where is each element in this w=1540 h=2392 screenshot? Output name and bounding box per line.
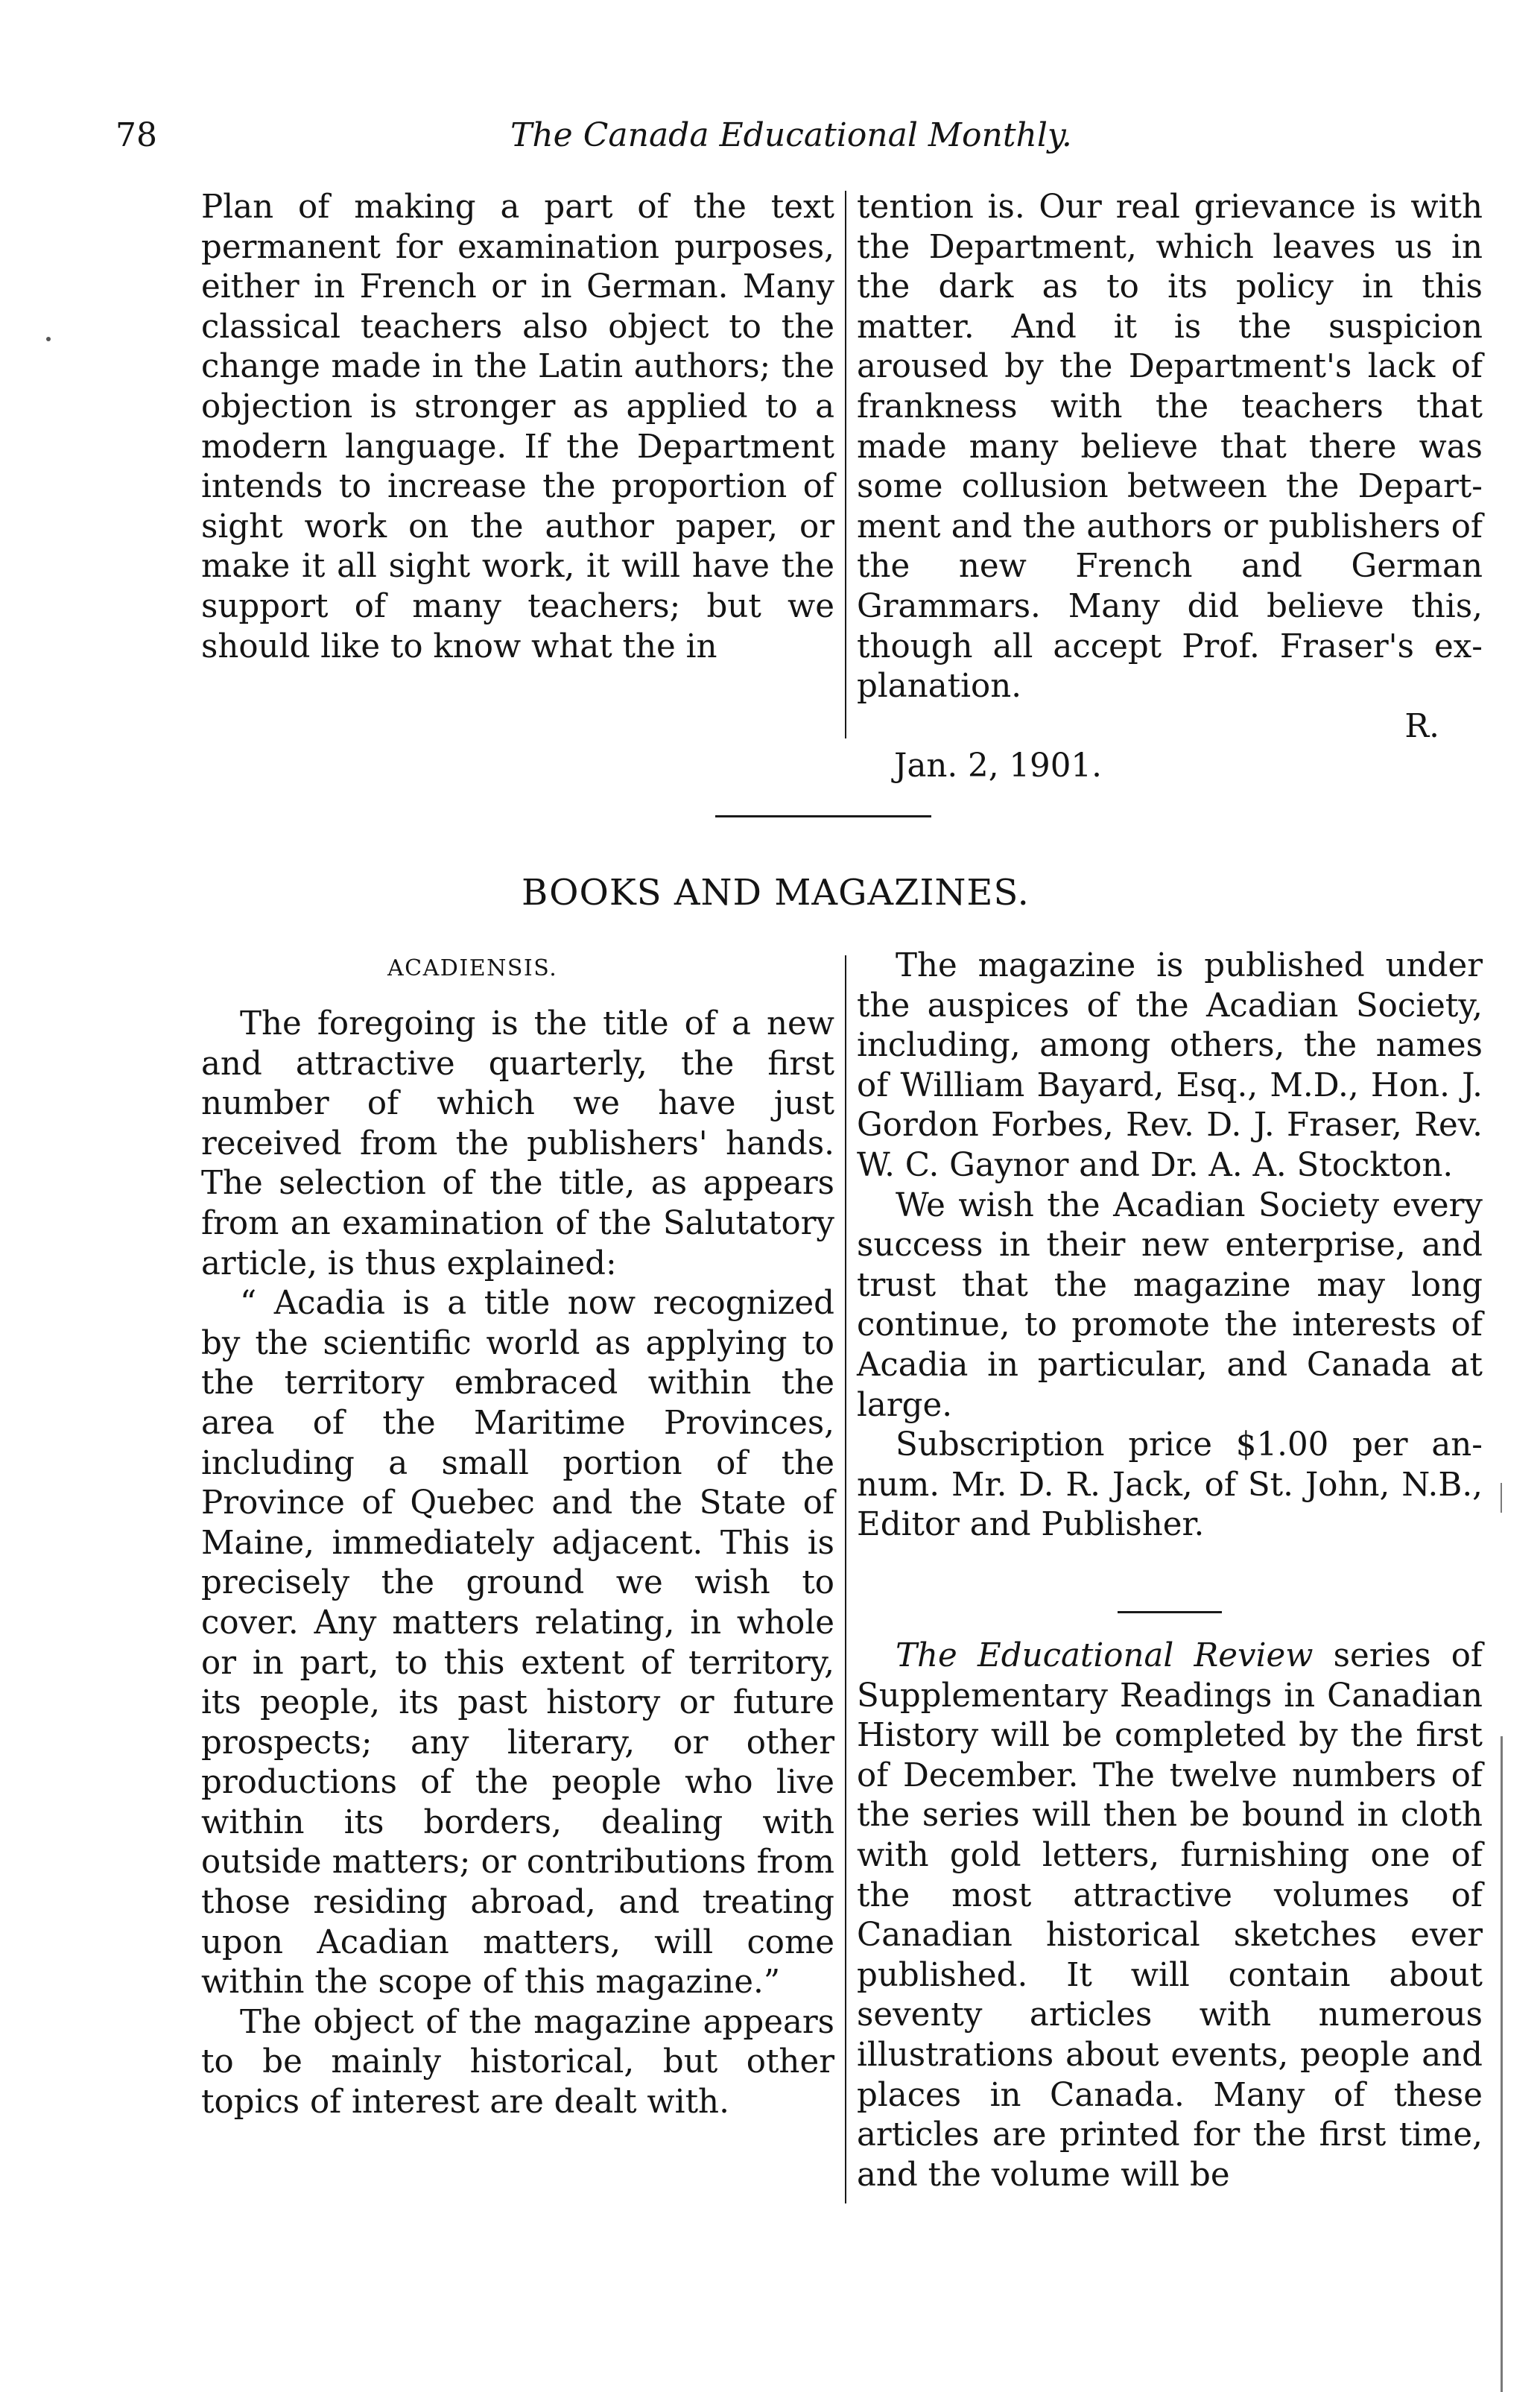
margin-scan-edge-upper [1501, 1483, 1502, 1513]
acadiensis-right-column [857, 946, 1483, 1545]
acadiensis-quote: “ Acadia is a title now recognized by the scientific world as applying to the territory embraced within the area of the Maritime Provinces, including a small portion of the Province of Quebec and the State of Maine, immediately adjacent. This is precisely the ground we wish to cover. Any matters relating, in whole or in part, to this extent of territory, its people, its past history or future prospects; any literary, or other productions of the people who live within its borders, dealing with outside matters; or contributions from those residing abroad, and treating upon Acadian matters, will come within the scope of this magazine.” [201, 1285, 834, 2002]
page-header [115, 112, 1140, 159]
letter-right-text: tention is. Our real grievance is with the Department, which leaves us in the dark as to its policy in this matter. And it is the suspicion aroused by the Department's lack of frankness with the teachers that made many believe that there was some collusion between the Department and the authors or publishers of the new French and German Grammars. Many did believe this, though all accept Prof. Fraser's explanation. [857, 189, 1483, 706]
column-divider-top [845, 191, 846, 738]
letter-date: Jan. 2, 1901. [894, 747, 1102, 785]
letter-signoff [857, 707, 1483, 747]
letter-right-column [857, 188, 1483, 787]
acadiensis-paragraph-2: The object of the magazine appears to be mainly historical, but other topics of interest are dealt with. [201, 2003, 834, 2122]
review-title: The Educational Review [896, 1637, 1314, 1674]
acadiensis-left-column [201, 1004, 834, 2123]
acadiensis-paragraph-5: Subscription price $1.00 per annum. Mr. D. R. Jack, of St. John, N.B., Editor and Publisher. [857, 1426, 1483, 1544]
page-number: 78 [115, 116, 157, 154]
acadiensis-paragraph-1: The foregoing is the title of a new and attractive quarterly, the first number of which we have just received from the publishers' hands. The selection of the title, as appears from an examination of the Salutatory article, is thus explained: [201, 1005, 834, 1282]
review-column [857, 1636, 1483, 2195]
section-separator-rule [715, 815, 931, 817]
review-text: series of Supplementary Readings in Canadian History will be completed by the first of December. The twelve numbers of the series will then be bound in cloth with gold letters, furnishing one of the most attractive volumes of Canadian historical sketches ever published. It will contain about seventy articles with numerous illustrations about events, people and places in Canada. Many of these articles are printed for the first time, and the volume will be [857, 1637, 1483, 2194]
review-paragraph [857, 1636, 1483, 2195]
running-head: The Canada Educational Monthly. [510, 116, 1072, 154]
letter-signature: R. [1404, 707, 1439, 745]
section-title: BOOKS AND MAGAZINES. [522, 872, 1030, 914]
margin-scan-edge [1501, 1736, 1503, 2392]
acadiensis-paragraph-4: We wish the Acadian Society every success in their new enterprise, and trust that the magazine may long continue, to promote the interests of Acadia in particular, and Canada at large. [857, 1186, 1483, 1424]
acadiensis-paragraph-3: The magazine is published under the auspices of the Acadian Society, including, among others, the names of William Bayard, Esq., M.D., Hon. J. Gordon Forbes, Rev. D. J. Fraser, Rev. W. C. Gaynor and Dr. A. A. Stockton. [857, 947, 1483, 1184]
margin-speck [46, 337, 51, 341]
review-separator-rule [1118, 1611, 1222, 1613]
letter-left-text: Plan of making a part of the text permanent for examination purposes, either in French or in German. Many classical teachers also object to the change made in the Latin authors; the objection is stronger as applied to a modern language. If the Department intends to increase the proportion of sight work on the author paper, or make it all sight work, it will have the support of many teachers; but we should like to know what the in [201, 189, 834, 665]
column-divider-bottom [845, 955, 846, 2203]
letter-left-column [201, 188, 834, 667]
acadiensis-heading: ACADIENSIS. [387, 955, 558, 981]
